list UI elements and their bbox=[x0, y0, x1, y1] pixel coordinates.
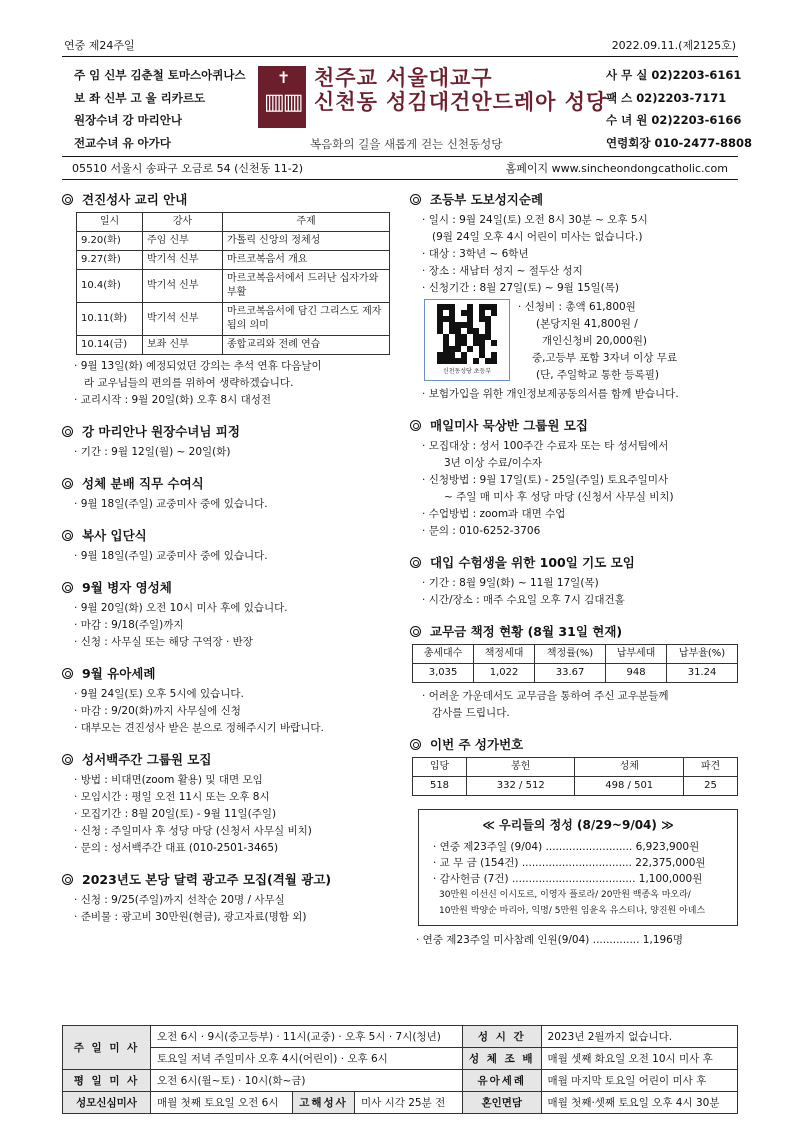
section-title: 매일미사 묵상반 그룹원 모집 bbox=[430, 418, 588, 433]
bullet-circle-icon bbox=[62, 478, 73, 489]
table-cell: 10.14(금) bbox=[77, 336, 143, 355]
table-cell: 매월 셋째 화요일 오전 10시 미사 후 bbox=[541, 1048, 737, 1070]
table-cell: 518 bbox=[413, 777, 467, 796]
hymn-section bbox=[410, 735, 738, 796]
table-header: 평 일 미 사 bbox=[63, 1070, 151, 1092]
parish-motto: 복음화의 길을 새롭게 걷는 신천동성당 bbox=[310, 137, 503, 151]
contact-fax: 팩 스 02)2203-7171 bbox=[606, 90, 727, 105]
notice-text: · 보험가입을 위한 개인정보제공동의서를 함께 받습니다. bbox=[410, 386, 738, 403]
table-cell: 31.24 bbox=[667, 664, 738, 683]
table-row bbox=[77, 336, 390, 355]
calendar-ad-section bbox=[62, 870, 390, 926]
notice-text: · 기간 : 8월 9일(화) ~ 11월 17일(목) bbox=[410, 575, 738, 592]
table-cell: 오전 6시 · 9시(중고등부) · 11시(교중) · 오후 5시 · 7시(청년) bbox=[151, 1026, 463, 1048]
section-title: 9월 유아세례 bbox=[82, 666, 156, 681]
daily-missal-section bbox=[410, 416, 738, 540]
table-header: 주제 bbox=[223, 213, 390, 232]
bullet-circle-icon bbox=[410, 194, 421, 205]
header-topline bbox=[62, 37, 738, 57]
table-cell: 9.27(화) bbox=[77, 251, 143, 270]
homepage-link[interactable]: 홈페이지 www.sincheondongcatholic.com bbox=[505, 162, 728, 175]
bullet-circle-icon bbox=[410, 739, 421, 750]
notice-text: · 모집대상 : 성서 100주간 수료자 또는 타 성서팀에서 bbox=[410, 438, 738, 455]
table-header: 봉헌 bbox=[467, 758, 575, 777]
notice-text: · 준비물 : 광고비 30만원(현금), 광고자료(명함 외) bbox=[62, 909, 390, 926]
section-title: 이번 주 성가번호 bbox=[430, 737, 524, 752]
table-row bbox=[63, 1070, 738, 1092]
fee-line: 중,고등부 포함 3자녀 이상 무료 bbox=[532, 352, 678, 364]
table-header: 책정세대 bbox=[474, 645, 535, 664]
table-cell: 오전 6시(월~토) · 10시(화~금) bbox=[151, 1070, 463, 1092]
section-title: 교무금 책정 현황 (8월 31일 현재) bbox=[430, 624, 623, 639]
qr-pattern bbox=[437, 304, 497, 364]
table-header: 성 체 조 배 bbox=[463, 1048, 542, 1070]
table-cell: 박기석 신부 bbox=[143, 303, 223, 336]
contact-list bbox=[606, 64, 752, 154]
liturgical-week: 연중 제24주일 bbox=[64, 39, 135, 52]
notice-text: · 방법 : 비대면(zoom 활용) 및 대면 모임 bbox=[62, 772, 390, 789]
table-row bbox=[77, 251, 390, 270]
notice-text: · 마감 : 9/20(화)까지 사무실에 신청 bbox=[62, 703, 390, 720]
table-header: 파견 bbox=[683, 758, 737, 777]
section-title: 복사 입단식 bbox=[82, 528, 147, 543]
table-header: 총세대수 bbox=[413, 645, 474, 664]
table-cell: 10.4(화) bbox=[77, 270, 143, 303]
right-column bbox=[410, 190, 738, 947]
table-header: 납부율(%) bbox=[667, 645, 738, 664]
table-cell: 10.11(화) bbox=[77, 303, 143, 336]
section-title: 강 마리안나 원장수녀님 피정 bbox=[82, 424, 240, 439]
altar-server-section bbox=[62, 526, 390, 565]
bullet-circle-icon bbox=[62, 194, 73, 205]
table-header: 성모신심미사 bbox=[63, 1092, 151, 1114]
table-cell: 보좌 신부 bbox=[143, 336, 223, 355]
section-title: 대입 수험생을 위한 100일 기도 모임 bbox=[430, 555, 635, 570]
notice-text: · 장소 : 새남터 성지 ~ 절두산 성지 bbox=[410, 263, 738, 280]
table-row bbox=[77, 303, 390, 336]
table-row bbox=[63, 1048, 738, 1070]
table-cell: 33.67 bbox=[535, 664, 606, 683]
notice-text: · 9월 20일(화) 오전 10시 미사 후에 있습니다. bbox=[62, 600, 390, 617]
notice-text: · 모집기간 : 8월 20일(토) - 9월 11일(주일) bbox=[62, 806, 390, 823]
fee-line: 개인신청비 20,000원) bbox=[542, 335, 648, 347]
mass-schedule-table bbox=[62, 1025, 738, 1114]
offering-line: · 감사헌금 (7건) ..................................... 1,100,000원 bbox=[433, 873, 703, 885]
notice-text: · 문의 : 010-6252-3706 bbox=[410, 523, 738, 540]
table-cell: 마르코복음서에 담긴 그리스도 제자됨의 의미 bbox=[223, 303, 390, 336]
table-header: 성 시 간 bbox=[463, 1026, 542, 1048]
table-cell: 948 bbox=[606, 664, 667, 683]
table-cell: 매월 첫째 토요일 오전 6시 bbox=[151, 1092, 293, 1114]
table-cell: 마르코복음서에서 드러난 십자가와 부활 bbox=[223, 270, 390, 303]
table-header: 책정률(%) bbox=[535, 645, 606, 664]
section-title: 견진성사 교리 안내 bbox=[82, 192, 188, 207]
qr-module bbox=[491, 358, 497, 364]
offering-line: · 교 무 금 (154건) ................................. 22,375,000원 bbox=[433, 857, 706, 869]
notice-text: · 대상 : 3학년 ~ 6학년 bbox=[410, 246, 738, 263]
parish-name bbox=[314, 66, 607, 114]
table-header: 입당 bbox=[413, 758, 467, 777]
table-header: 유아세례 bbox=[463, 1070, 542, 1092]
table-cell: 미사 시각 25분 전 bbox=[355, 1092, 463, 1114]
attendance-line: · 연중 제23주일 미사참례 인원(9/04) .............. 1,196명 bbox=[416, 934, 683, 946]
bullet-circle-icon bbox=[62, 668, 73, 679]
bullet-circle-icon bbox=[62, 754, 73, 765]
notice-text: · 어려운 가운데서도 교무금을 통하여 주신 교우분들께 bbox=[410, 688, 738, 705]
confirmation-section bbox=[62, 190, 390, 409]
qr-caption: 신천동성당 초등부 bbox=[442, 368, 492, 375]
offering-donors: 10만원 박양순 마리아, 익명/ 5만원 임윤옥 유스티나, 양진원 아녜스 bbox=[439, 906, 706, 916]
issue-date: 2022.09.11.(제2125호) bbox=[611, 39, 736, 52]
contact-convent: 수 녀 원 02)2203-6166 bbox=[606, 113, 742, 127]
table-cell: 498 / 501 bbox=[575, 777, 683, 796]
dues-section bbox=[410, 622, 738, 722]
contact-office: 사 무 실 02)2203-6161 bbox=[606, 68, 742, 82]
address-bar bbox=[62, 156, 738, 180]
clergy-pastor: 주 임 신부 김춘철 토마스아퀴나스 bbox=[74, 68, 246, 82]
notice-text: · 신청 : 주일미사 후 성당 마당 (신청서 사무실 비치) bbox=[62, 823, 390, 840]
exam-prayer-section bbox=[410, 553, 738, 609]
section-title: 9월 병자 영성체 bbox=[82, 580, 172, 595]
table-header: 혼인면담 bbox=[463, 1092, 542, 1114]
notice-text: · 모임시간 : 평일 오전 11시 또는 오후 8시 bbox=[62, 789, 390, 806]
table-cell: 9.20(화) bbox=[77, 232, 143, 251]
table-cell: 3,035 bbox=[413, 664, 474, 683]
clergy-superior: 원장수녀 강 마리안나 bbox=[74, 113, 182, 127]
table-cell: 토요일 저녁 주일미사 오후 4시(어린이) · 오후 6시 bbox=[151, 1048, 463, 1070]
table-row bbox=[77, 270, 390, 303]
notice-text: · 기간 : 9월 12일(월) ~ 20일(화) bbox=[62, 444, 390, 461]
notice-text: · 교리시작 : 9월 20일(화) 오후 8시 대성전 bbox=[62, 392, 390, 409]
clergy-assistant: 보 좌 신부 고 울 리카르도 bbox=[74, 90, 206, 105]
hymn-table bbox=[412, 757, 738, 796]
table-cell: 박기석 신부 bbox=[143, 270, 223, 303]
table-header: 납부세대 bbox=[606, 645, 667, 664]
clergy-list bbox=[74, 64, 246, 154]
table-cell: 매월 첫째·셋째 토요일 오후 4시 30분 bbox=[541, 1092, 737, 1114]
offering-line: · 연중 제23주일 (9/04) .......................... 6,923,900원 bbox=[433, 841, 700, 853]
notice-text: · 9월 18일(주일) 교중미사 중에 있습니다. bbox=[62, 496, 390, 513]
notice-text: · 9월 24일(토) 오후 5시에 있습니다. bbox=[62, 686, 390, 703]
fee-line: (단, 주일학교 통한 등록필) bbox=[536, 369, 659, 381]
left-column bbox=[62, 190, 390, 939]
notice-text: · 9월 18일(주일) 교중미사 중에 있습니다. bbox=[62, 548, 390, 565]
notice-text: 3년 이상 수료/이수자 bbox=[444, 457, 543, 469]
table-header: 주 일 미 사 bbox=[63, 1026, 151, 1070]
table-cell: 마르코복음서 개요 bbox=[223, 251, 390, 270]
confirmation-schedule-table bbox=[76, 212, 390, 355]
bullet-circle-icon bbox=[62, 874, 73, 885]
notice-text: · 시간/장소 : 매주 수요일 오후 7시 김대건홀 bbox=[410, 592, 738, 609]
table-cell: 박기석 신부 bbox=[143, 251, 223, 270]
sick-communion-section bbox=[62, 578, 390, 651]
bible-group-section bbox=[62, 750, 390, 857]
notice-text: ~ 주일 매 미사 후 성당 마당 (신청서 사무실 비치) bbox=[444, 491, 674, 503]
notice-text: · 대부모는 견진성사 받은 분으로 정해주시기 바랍니다. bbox=[62, 720, 390, 737]
table-cell: 가톨릭 신앙의 정체성 bbox=[223, 232, 390, 251]
notice-text: · 9월 13일(화) 예정되었던 강의는 추석 연휴 다음날이 bbox=[62, 358, 390, 375]
notice-text: (9월 24일 오후 4시 어린이 미사는 없습니다.) bbox=[432, 231, 643, 243]
bullet-circle-icon bbox=[62, 530, 73, 541]
notice-text: · 신청기간 : 8월 27일(토) ~ 9월 15일(목) bbox=[410, 280, 738, 297]
table-row bbox=[63, 1026, 738, 1048]
offerings-title: ≪ 우리들의 정성 (8/29~9/04) ≫ bbox=[482, 818, 674, 832]
table-row bbox=[413, 777, 738, 796]
pilgrimage-section bbox=[410, 190, 738, 403]
fee-line: · 신청비 : 총액 61,800원 bbox=[518, 301, 636, 313]
notice-text: · 수업방법 : zoom과 대면 수업 bbox=[410, 506, 738, 523]
notice-text: · 신청 : 9/25(주일)까지 선착순 20명 / 사무실 bbox=[62, 892, 390, 909]
section-title: 2023년도 본당 달력 광고주 모집(격월 광고) bbox=[82, 872, 332, 887]
table-header: 강사 bbox=[143, 213, 223, 232]
parish-church: 신천동 성김대건안드레아 성당 bbox=[314, 90, 608, 114]
eucharist-minister-section bbox=[62, 474, 390, 513]
fee-info bbox=[518, 299, 677, 384]
notice-text: · 신청 : 사무실 또는 해당 구역장 · 반장 bbox=[62, 634, 390, 651]
table-header: 성체 bbox=[575, 758, 683, 777]
table-cell: 2023년 2월까지 없습니다. bbox=[541, 1026, 737, 1048]
table-cell: 25 bbox=[683, 777, 737, 796]
bullet-circle-icon bbox=[62, 426, 73, 437]
offerings-box bbox=[418, 809, 738, 926]
notice-text: · 마감 : 9/18(주일)까지 bbox=[62, 617, 390, 634]
table-row bbox=[77, 232, 390, 251]
section-title: 성체 분배 직무 수여식 bbox=[82, 476, 204, 491]
table-cell: 1,022 bbox=[474, 664, 535, 683]
contact-funeral: 연령회장 010-2477-8808 bbox=[606, 135, 753, 150]
table-cell: 332 / 512 bbox=[467, 777, 575, 796]
notice-text: · 일시 : 9월 24일(토) 오전 8시 30분 ~ 오후 5시 bbox=[410, 212, 738, 229]
retreat-section bbox=[62, 422, 390, 461]
table-cell: 종합교리와 전례 연습 bbox=[223, 336, 390, 355]
notice-text: · 문의 : 성서백주간 대표 (010-2501-3465) bbox=[62, 840, 390, 857]
clergy-sister: 전교수녀 유 아가다 bbox=[74, 135, 171, 150]
parish-diocese: 천주교 서울대교구 bbox=[314, 66, 493, 90]
table-row bbox=[413, 664, 738, 683]
table-cell: 매월 마지막 토요일 어린이 미사 후 bbox=[541, 1070, 737, 1092]
notice-text: 라 교우님들의 편의를 위하여 생략하겠습니다. bbox=[84, 377, 294, 389]
table-header: 고해성사 bbox=[293, 1092, 355, 1114]
offering-donors: 30만원 이선신 이시도르, 이영자 플로라/ 20만원 백종옥 마오라/ bbox=[439, 890, 691, 900]
bullet-circle-icon bbox=[410, 626, 421, 637]
notice-text: 감사를 드립니다. bbox=[432, 707, 510, 719]
bullet-circle-icon bbox=[410, 420, 421, 431]
notice-text: · 신청방법 : 9월 17일(토) - 25일(주일) 토요주일미사 bbox=[410, 472, 738, 489]
section-title: 조등부 도보성지순례 bbox=[430, 192, 544, 207]
table-header: 일시 bbox=[77, 213, 143, 232]
table-row bbox=[63, 1092, 738, 1114]
infant-baptism-section bbox=[62, 664, 390, 737]
parish-logo: ✝ ▥▥ bbox=[258, 66, 306, 128]
fee-line: (본당지원 41,800원 / bbox=[536, 318, 638, 330]
address: 05510 서울시 송파구 오금로 54 (신천동 11-2) bbox=[72, 162, 304, 175]
bullet-circle-icon bbox=[410, 557, 421, 568]
section-title: 성서백주간 그룹원 모집 bbox=[82, 752, 212, 767]
dues-table bbox=[412, 644, 738, 683]
bullet-circle-icon bbox=[62, 582, 73, 593]
qr-code-icon[interactable] bbox=[424, 299, 510, 381]
table-cell: 주임 신부 bbox=[143, 232, 223, 251]
